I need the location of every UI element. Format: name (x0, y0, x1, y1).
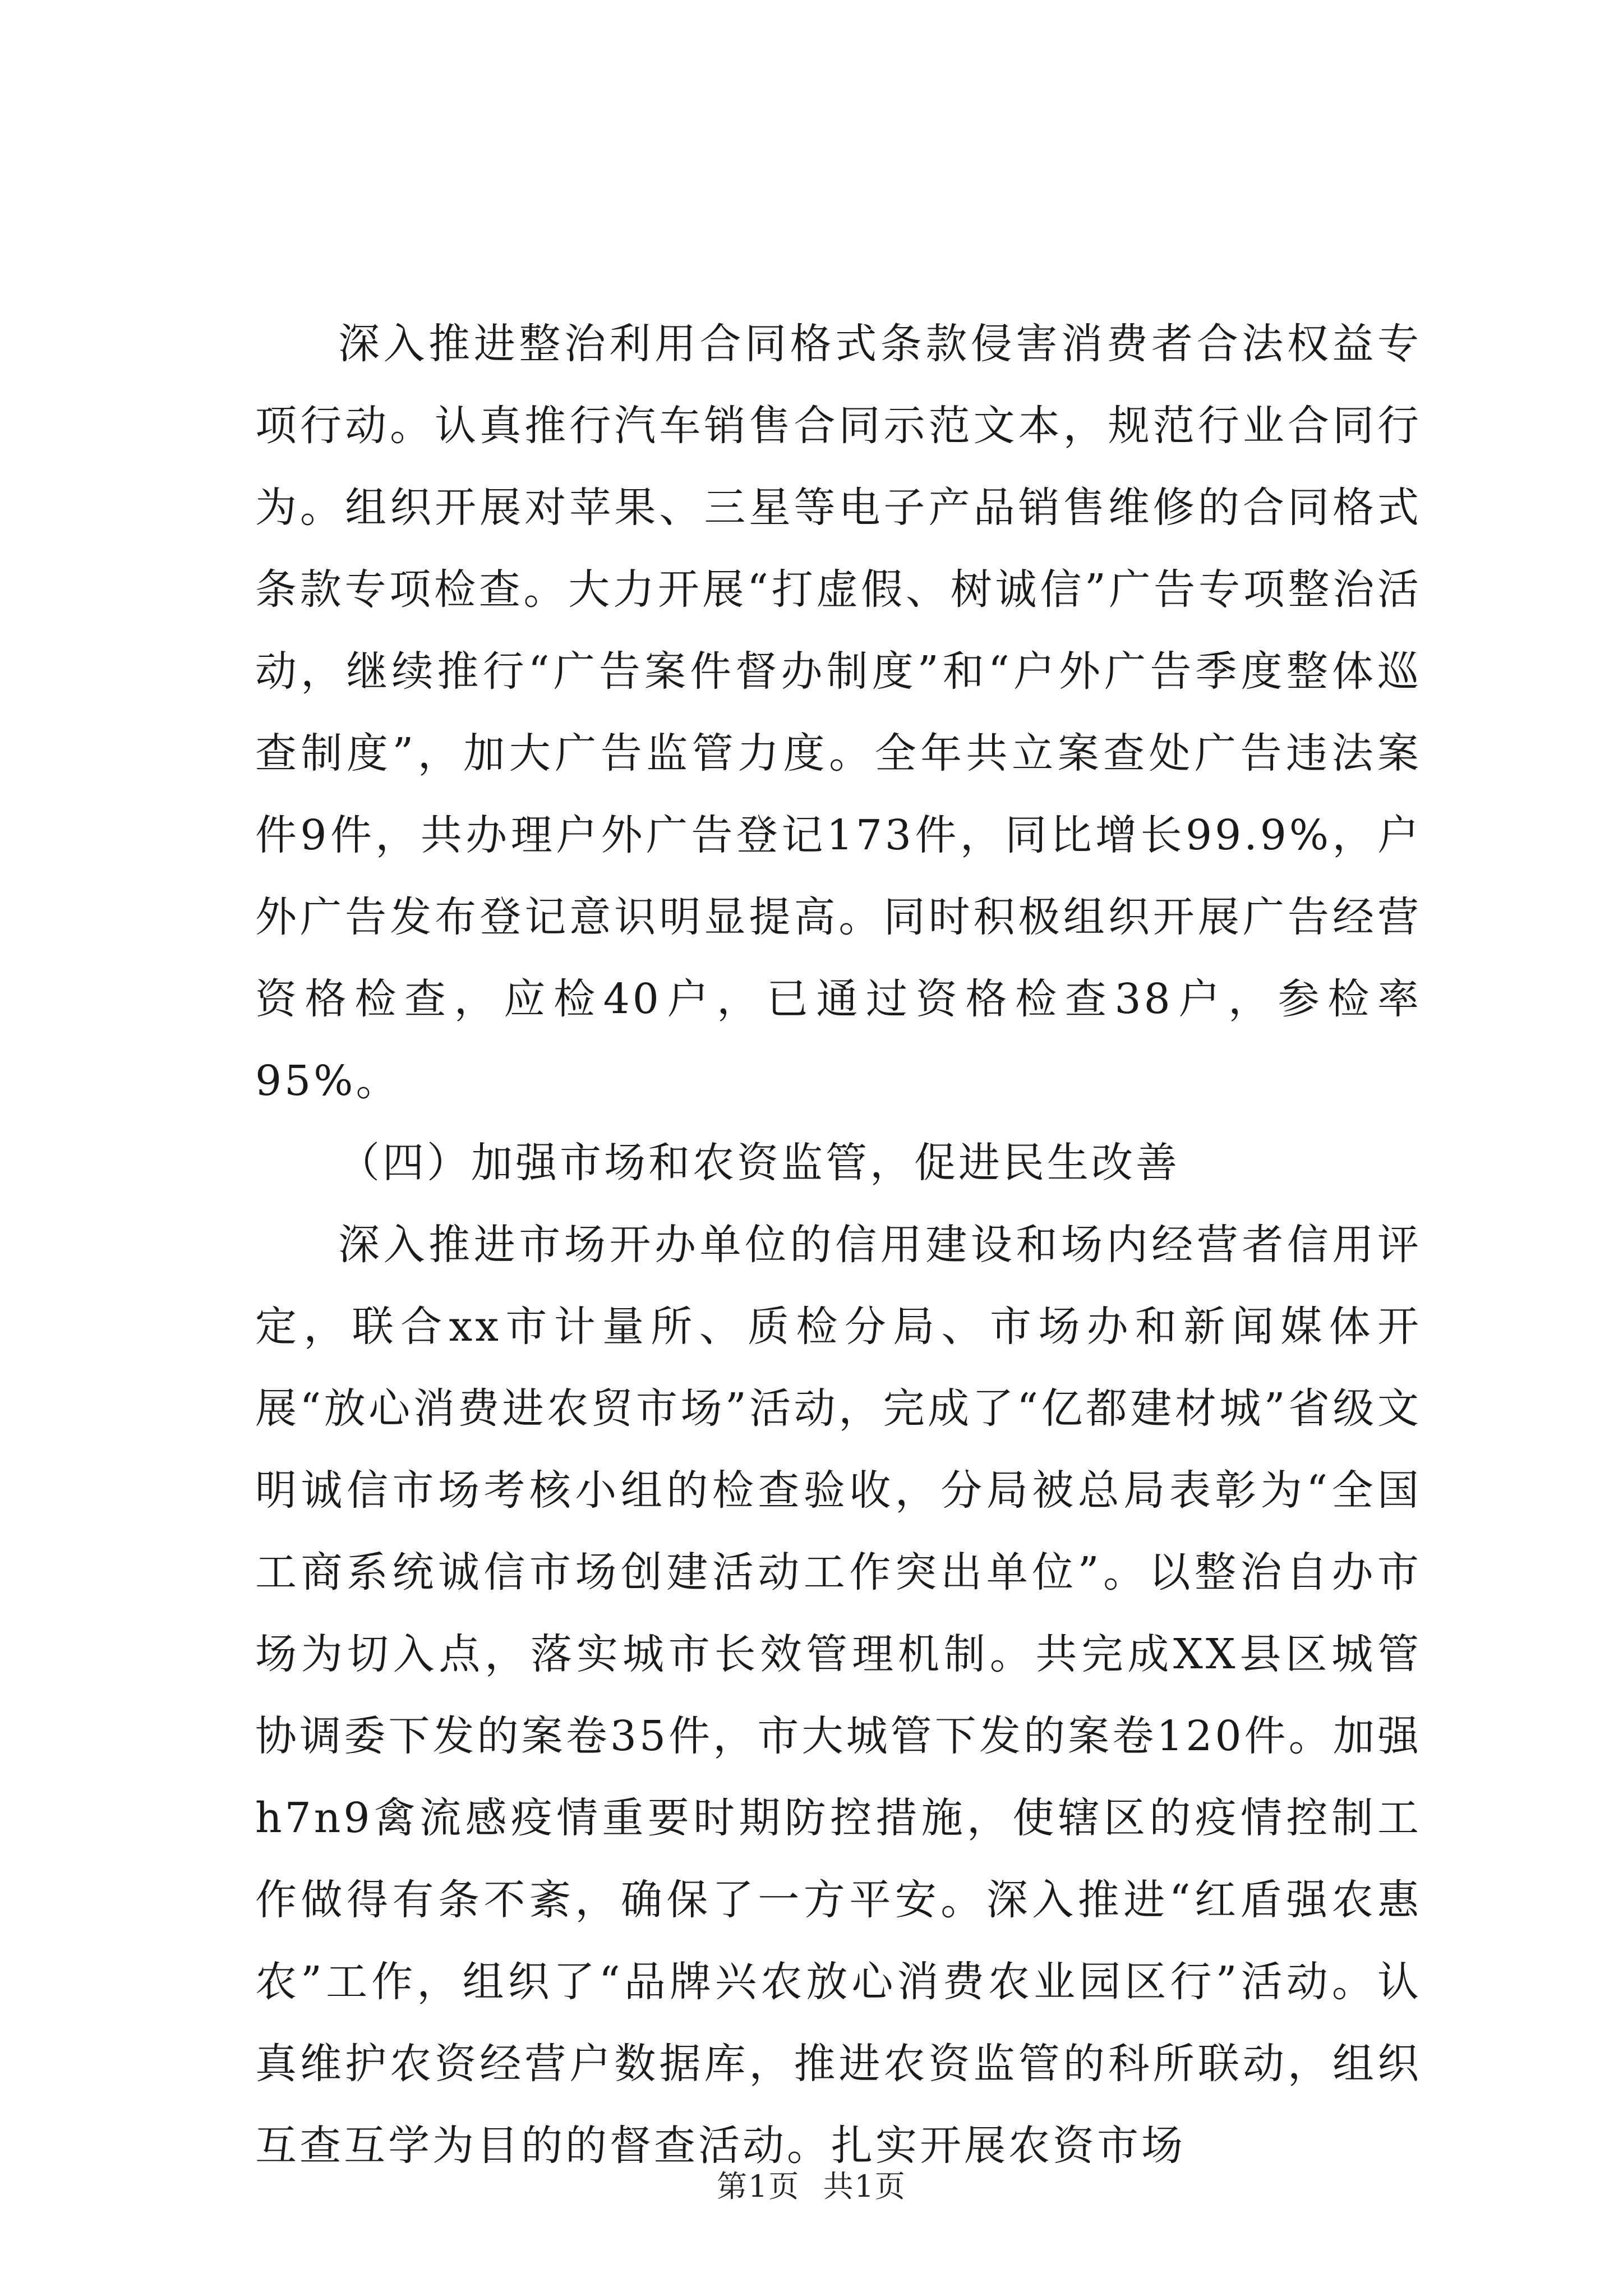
page-footer (0, 2162, 1623, 2206)
page-number-current: 第1页 (717, 2169, 800, 2204)
paragraph-market-agriculture: 深入推进市场开办单位的信用建设和场内经营者信用评定，联合xx市计量所、质检分局、市场办和新闻媒体开展“放心消费进农贸市场”活动，完成了“亿都建材城”省级文明诚信市场考核小组的检查验收，分局被总局表彰为“全国工商系统诚信市场创建活动工作突出单位”。以整治自办市场为切入点，落实城市长效管理机制。共完成XX县区城管协调委下发的案卷35件，市大城管下发的案卷120件。加强h7n9禽流感疫情重要时期防控措施，使辖区的疫情控制工作做得有条不紊，确保了一方平安。深入推进“红盾强农惠农”工作，组织了“品牌兴农放心消费农业园区行”活动。认真维护农资经营户数据库，推进农资监管的科所联动，组织互查互学为目的的督查活动。扎实开展农资市场 (255, 1221, 1422, 2170)
document-body (255, 303, 1422, 2187)
page-number-total: 共1页 (823, 2169, 906, 2204)
paragraph-contract-advertising: 深入推进整治利用合同格式条款侵害消费者合法权益专项行动。认真推行汽车销售合同示范文本，规范行业合同行为。组织开展对苹果、三星等电子产品销售维修的合同格式条款专项检查。大力开展“打虚假、树诚信”广告专项整治活动，继续推行“广告案件督办制度”和“户外广告季度整体巡查制度”，加大广告监管力度。全年共立案查处广告违法案件9件，共办理户外广告登记173件，同比增长99.9%，户外广告发布登记意识明显提高。同时积极组织开展广告经营资格检查，应检40户，已通过资格检查38户，参检率95%。 (255, 320, 1422, 1105)
section-heading-market-supervision: （四）加强市场和农资监管，促进民生改善 (338, 1139, 1180, 1187)
